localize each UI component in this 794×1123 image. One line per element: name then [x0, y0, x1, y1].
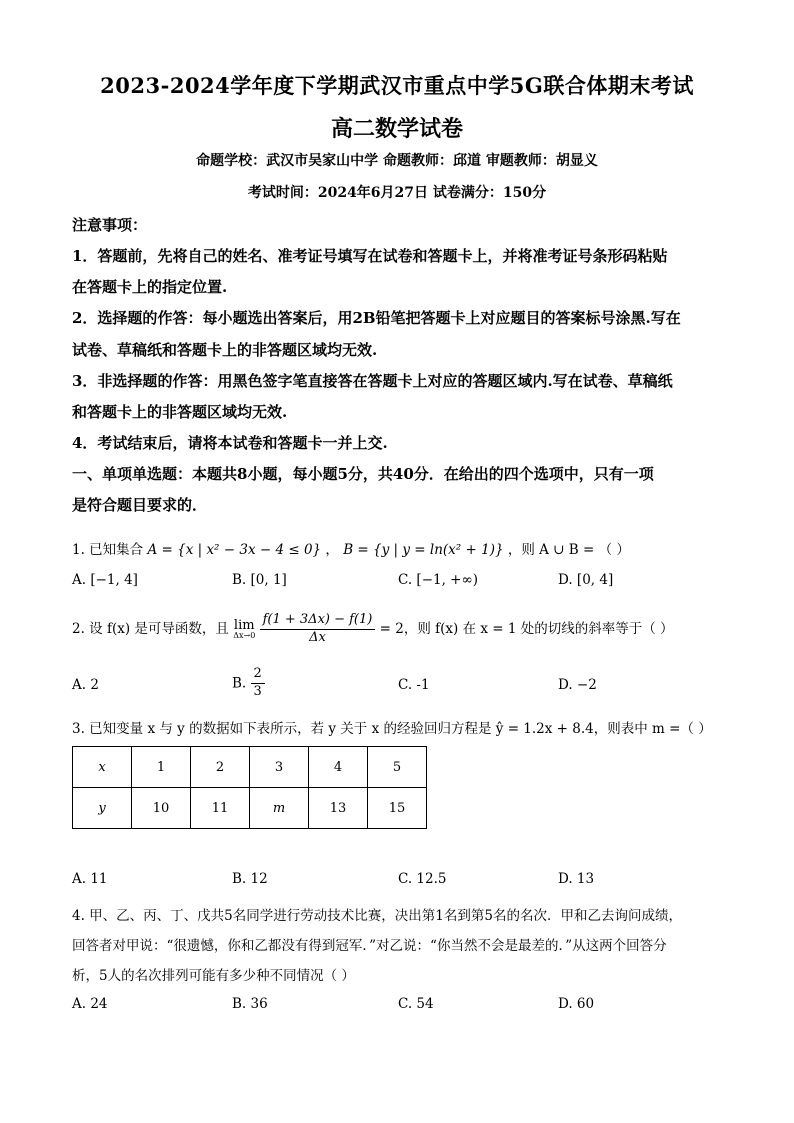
q3-option-a: A. 11: [72, 871, 108, 887]
note-1b: 在答题卡上的指定位置.: [72, 278, 228, 296]
table-cell: y: [73, 788, 132, 829]
q4-option-a: A. 24: [72, 996, 108, 1012]
table-cell: 15: [368, 788, 427, 829]
q3-option-b: B. 12: [232, 871, 268, 887]
q3-data-table: [72, 746, 427, 829]
q2-fraction: [260, 612, 376, 647]
table-cell: 1: [132, 747, 191, 788]
section-heading-2: 是符合题目要求的．: [72, 496, 208, 514]
table-cell: 4: [309, 747, 368, 788]
notes-heading: 注意事项：: [72, 216, 148, 234]
exam-authors: 命题学校：武汉市吴家山中学 命题教师：邱道 审题教师：胡显义: [196, 153, 598, 169]
q3-option-c: C. 12.5: [398, 871, 447, 887]
q2-denominator: Δx: [309, 629, 326, 645]
q1-prefix: 1. 已知集合: [72, 542, 144, 558]
q2-option-c: C. -1: [398, 677, 430, 693]
q2-limit-sub: Δx→0: [233, 630, 256, 640]
q2-option-b: [232, 666, 265, 701]
q1-option-d: D. [0, 4]: [558, 572, 614, 588]
table-row: [73, 788, 427, 829]
table-row: [73, 747, 427, 788]
note-3b: 和答题卡上的非答题区域均无效.: [72, 403, 288, 421]
q2-option-b-den: 3: [253, 683, 262, 699]
q1-option-c: C. [−1, +∞): [398, 572, 479, 588]
q3-option-d: D. 13: [558, 871, 595, 887]
table-cell: 13: [309, 788, 368, 829]
note-2a: 2．选择题的作答：每小题选出答案后，用2B铅笔把答题卡上对应题目的答案标号涂黑.写在: [72, 309, 681, 327]
q2-limit: [233, 619, 255, 640]
q1-suffix: ，则 A ∪ B = （ ）: [507, 542, 630, 558]
question-4-line-2: 回答者对甲说：“很遗憾，你和乙都没有得到冠军．”对乙说：“你当然不会是最差的．”从这两个回答分: [72, 938, 667, 954]
exam-time-score: 考试时间：2024年6月27日 试卷满分：150分: [247, 185, 547, 201]
q2-numerator: f(1 + 3Δx) − f(1): [260, 612, 376, 630]
q4-option-c: C. 54: [398, 996, 434, 1012]
q4-option-d: D. 60: [558, 996, 595, 1012]
table-cell: 11: [191, 788, 250, 829]
question-1: [72, 538, 630, 558]
table-cell: x: [73, 747, 132, 788]
note-1a: 1．答题前，先将自己的姓名、准考证号填写在试卷和答题卡上，并将准考证号条形码粘贴: [72, 247, 668, 265]
q1-option-a: A. [−1, 4]: [72, 572, 138, 588]
note-3a: 3．非选择题的作答：用黑色签字笔直接答在答题卡上对应的答题区域内.写在试卷、草稿纸: [72, 372, 673, 390]
q1-option-b: B. [0, 1]: [232, 572, 287, 588]
question-4-line-1: 4. 甲、乙、丙、丁、戊共5名同学进行劳动技术比赛，决出第1名到第5名的名次．甲和乙去询问成绩，: [72, 908, 682, 924]
q2-option-a: A. 2: [72, 677, 99, 693]
q1-set-b: B = {y | y = ln(x² + 1)}: [343, 542, 504, 558]
question-4-line-3: 析，5人的名次排列可能有多少种不同情况（ ）: [72, 968, 355, 984]
q2-prefix: 2. 设 f(x) 是可导函数，且: [72, 620, 229, 637]
note-2b: 试卷、草稿纸和答题卡上的非答题区域均无效.: [72, 341, 378, 359]
question-3: 3. 已知变量 x 与 y 的数据如下表所示，若 y 关于 x 的经验回归方程是 ŷ = 1.2x + 8.4，则表中 m =（ ）: [72, 721, 712, 737]
exam-title: 2023-2024学年度下学期武汉市重点中学5G联合体期末考试: [100, 73, 694, 98]
q1-set-a: A = {x | x² − 3x − 4 ≤ 0}: [147, 542, 322, 558]
q2-limit-word: lim: [233, 617, 255, 633]
q2-suffix: = 2，则 f(x) 在 x = 1 处的切线的斜率等于（ ）: [379, 620, 674, 637]
exam-subtitle: 高二数学试卷: [330, 116, 463, 142]
table-cell: m: [250, 788, 309, 829]
table-cell: 2: [191, 747, 250, 788]
q2-option-d: D. −2: [558, 677, 597, 693]
section-heading-1: 一、单项单选题：本题共8小题，每小题5分，共40分．在给出的四个选项中，只有一项: [72, 465, 654, 483]
q1-comma: ，: [325, 542, 339, 558]
q4-option-b: B. 36: [232, 996, 268, 1012]
table-cell: 3: [250, 747, 309, 788]
table-cell: 10: [132, 788, 191, 829]
question-2: [72, 612, 674, 647]
q2-option-b-fraction: [251, 666, 265, 701]
note-4: 4．考试结束后，请将本试卷和答题卡一并上交.: [72, 434, 388, 452]
table-cell: 5: [368, 747, 427, 788]
q2-option-b-num: 2: [251, 666, 265, 684]
q2-option-b-label: B.: [232, 675, 247, 692]
